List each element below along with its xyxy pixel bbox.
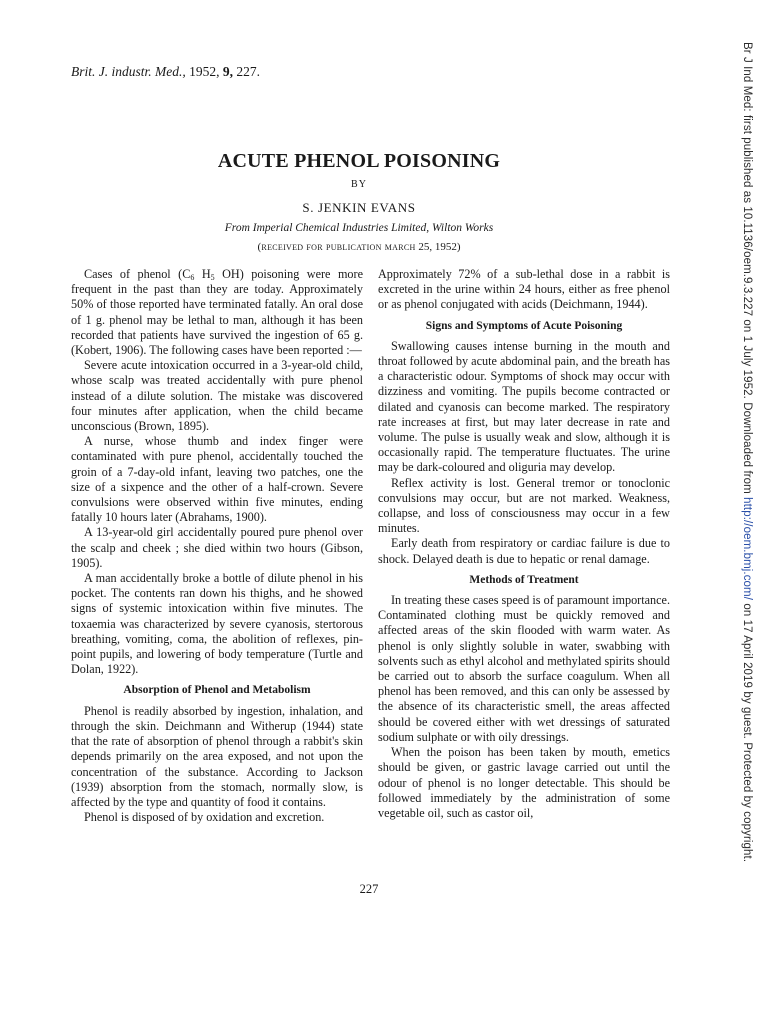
- paragraph: When the poison has been taken by mouth, emetics should be given, or gastric lavage carried out until the odour of phenol is no longer detectable. This should be followed immediately by the administration of some vegetable oil, such as castor oil,: [378, 745, 670, 820]
- section-heading: Absorption of Phenol and Metabolism: [123, 684, 311, 697]
- paragraph: Cases of phenol ($C_6$ $H_5$ OH) poisoning were more frequent in the past than they are today. Approximately 50% of those reported have terminated fatally. An oral dose of 1 g. phenol may be lethal to man, although it has been recorded that patients have survived the ingestion of 65 g. (Kobert, 1906). The following cases have been reported :—: [71, 267, 363, 358]
- paragraph: Phenol is disposed of by oxidation and excretion.: [84, 810, 325, 825]
- author-affiliation: From Imperial Chemical Industries Limited, Wilton Works: [224, 222, 494, 234]
- paragraph: A nurse, whose thumb and index finger were contaminated with pure phenol, accidentally touched the groin of a 7-day-old infant, leaving two patches, one the size of a sixpence and the other of a half-crown. Severe convulsions were observed within five minutes, ending fatally 10 hours later (Abrahams, 1900).: [71, 434, 363, 525]
- journal-name: Brit. J. industr. Med.,: [71, 64, 186, 79]
- citation-page: 227.: [233, 64, 260, 79]
- received-date: [0, 241, 718, 253]
- paragraph: Reflex activity is lost. General tremor or tonoclonic convulsions may occur, but are not marked. Weakness, collapse, and loss of consciousness may occur in a few minutes.: [378, 475, 670, 536]
- section-heading: Signs and Symptoms of Acute Poisoning: [425, 319, 623, 332]
- by-line: BY: [351, 179, 367, 190]
- paragraph: Severe acute intoxication occurred in a 3-year-old child, whose scalp was treated accidentally with pure phenol instead of a dilute solution. The mistake was discovered four minutes after application, when the child became unconscious (Brown, 1895).: [71, 358, 363, 434]
- paragraph: Early death from respiratory or cardiac failure is due to shock. Delayed death is due to hepatic or renal damage.: [378, 536, 670, 566]
- section-heading: Methods of Treatment: [469, 573, 579, 586]
- copyright-sidebar: [738, 42, 762, 982]
- received-label: (received for publication march: [257, 241, 416, 253]
- article-title: ACUTE PHENOL POISONING: [217, 150, 501, 172]
- sidebar-notice: Br J Ind Med: first published as 10.1136/oem.9.3.227 on 1 July 1952. Downloaded from http://oem.bmj.com/ on 17 April 2019 by guest. Protected by copyright.: [741, 42, 753, 863]
- author-name: S. JENKIN EVANS: [302, 200, 416, 215]
- right-column: [378, 267, 670, 821]
- paragraph: A man accidentally broke a bottle of dilute phenol in his pocket. The contents ran down his thighs, and he showed signs of systemic intoxication within five minutes. The toxaemia was characterized by severe cyanosis, stertorous breathing, vomiting, coma, the abolition of reflexes, pin-point pupils, and lowering of body temperature (Turtle and Dolan, 1922).: [71, 571, 363, 677]
- paragraph: Approximately 72% of a sub-lethal dose in a rabbit is excreted in the urine within 24 hours, either as free phenol or as phenol conjugated with acids (Deichmann, 1944).: [378, 267, 670, 312]
- left-column: [71, 267, 363, 825]
- journal-citation: [71, 64, 260, 80]
- paragraph: A 13-year-old girl accidentally poured pure phenol over the scalp and cheek ; she died within two hours (Gibson, 1905).: [71, 525, 363, 570]
- page-number: 227: [359, 882, 379, 896]
- received-date-value: 25, 1952): [415, 241, 461, 253]
- paragraph: In treating these cases speed is of paramount importance. Contaminated clothing must be quickly removed and affected areas of the skin flooded with warm water. As phenol is only slightly soluble in water, swabbing with solvents such as ethyl alcohol and methylated spirits should be carried out to absorb the surface coagulum. When all phenol has been removed, and this can only be assessed by the absence of its characteristic smell, the areas affected should be covered either with wet dressings of saturated sodium sulphate or with oily dressings.: [378, 593, 670, 744]
- citation-year: 1952,: [185, 64, 223, 79]
- citation-volume: 9,: [222, 64, 233, 79]
- journal-link[interactable]: http://oem.bmj.com/: [741, 497, 753, 601]
- paragraph: Phenol is readily absorbed by ingestion, inhalation, and through the skin. Deichmann and Witherup (1944) state that the rate of absorption of phenol through a rabbit's skin depends primarily on the area exposed, and not upon the concentration of the substance. According to Jackson (1939) absorption from the stomach, normally slow, is affected by the type and quantity of food it contains.: [71, 703, 363, 809]
- paragraph: Swallowing causes intense burning in the mouth and throat followed by acute abdominal pain, and the breath has a characteristic odour. Symptoms of shock may occur with dizziness and vomiting. The pupils become contracted or dilated and cyanosis can become marked. The respiratory rate increases at first, but may later decrease in rate and volume. The pulse is usually weak and slow, although it is occasionally rapid. The temperature fluctuates. The urine may be dark-coloured and oliguria may develop.: [378, 338, 670, 475]
